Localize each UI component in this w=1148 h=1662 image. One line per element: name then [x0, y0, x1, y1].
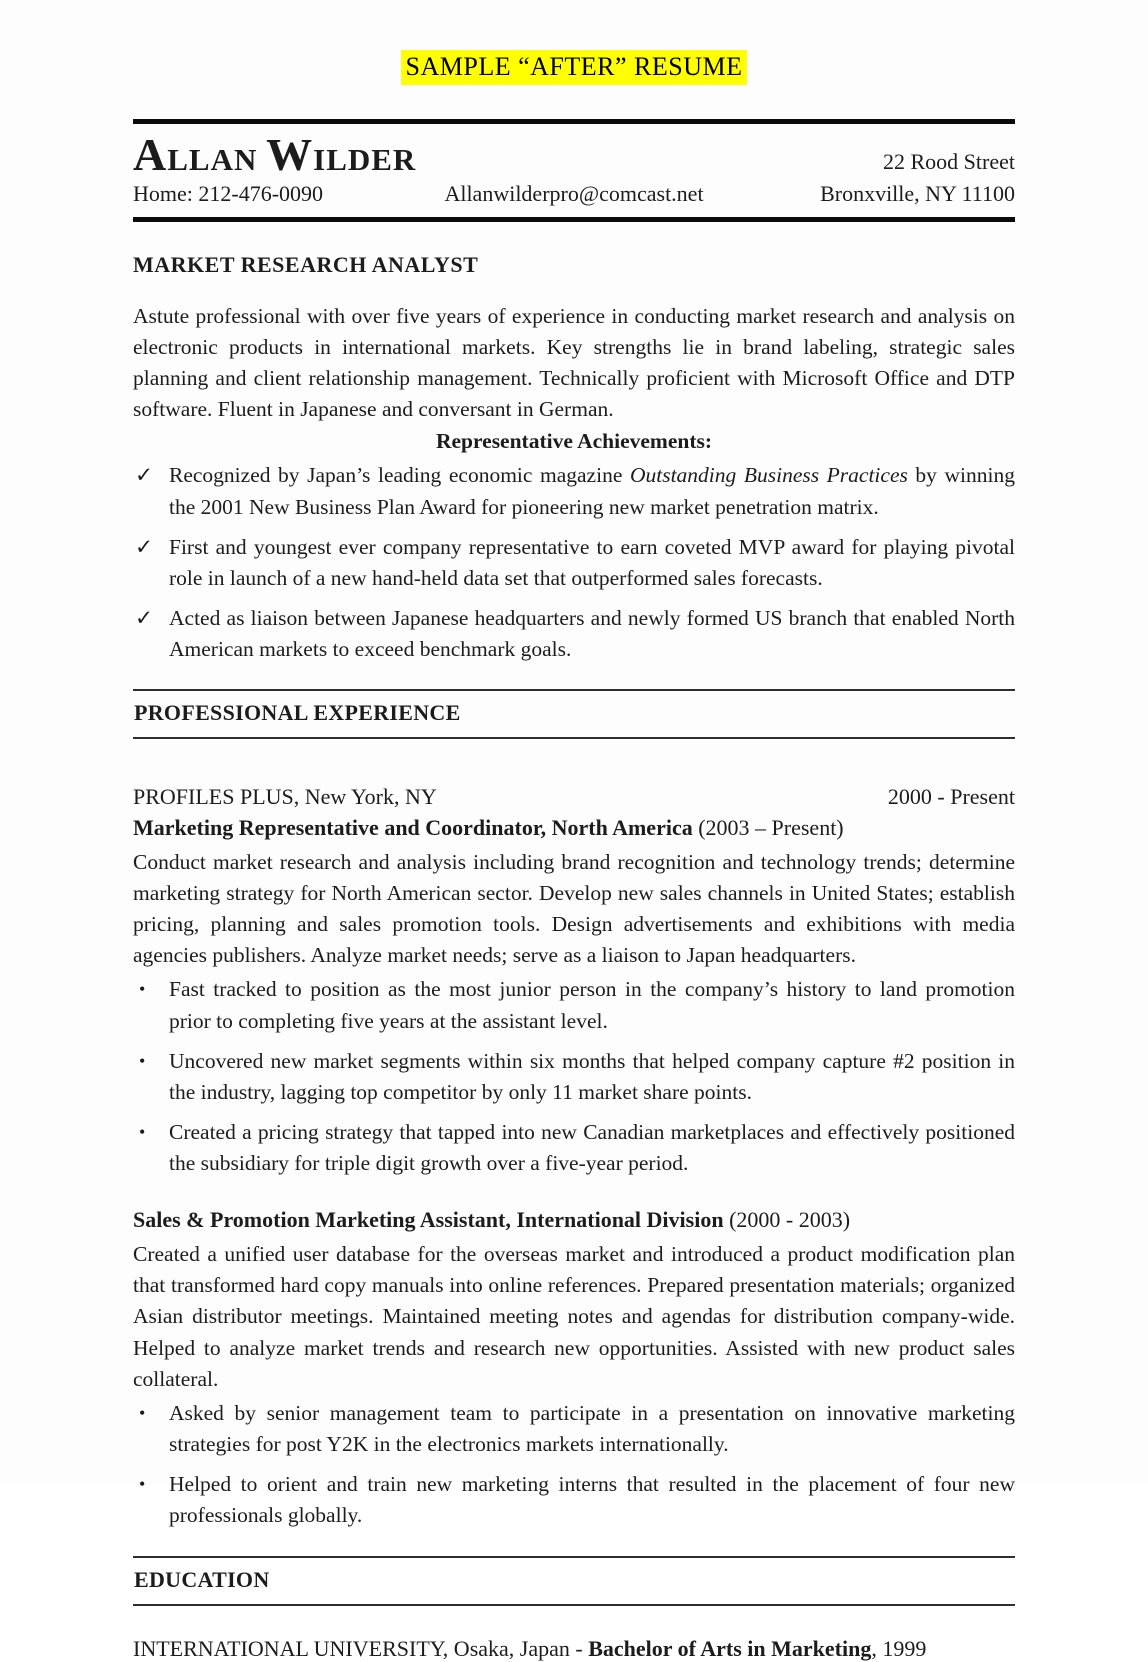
list-item: [133, 1398, 1015, 1460]
list-item: [133, 1046, 1015, 1108]
experience-section-title: PROFESSIONAL EXPERIENCE: [134, 700, 461, 726]
name-initial-first: A: [133, 128, 168, 180]
name-rest-last: ILDER: [313, 141, 417, 177]
list-item: [133, 974, 1015, 1036]
checkmark-icon: ✓: [135, 463, 154, 488]
bullet-text: Created a pricing strategy that tapped into new Canadian marketplaces and effectively positioned the subsidiary for triple digit growth over a five-year period.: [169, 1120, 1015, 1176]
name-initial-last: W: [266, 128, 314, 180]
checkmark-icon: ✓: [135, 606, 154, 631]
sample-banner: SAMPLE “AFTER” RESUME: [401, 50, 748, 85]
education-entry: [133, 1636, 1015, 1662]
role-title: [133, 813, 1015, 843]
bullet-text: Helped to orient and train new marketing interns that resulted in the placement of four new professionals globally.: [169, 1472, 1015, 1528]
bullet-icon: •: [139, 1050, 146, 1071]
employer-row: [133, 783, 1015, 812]
contact-header: [133, 119, 1015, 222]
education-degree: Bachelor of Arts in Marketing: [588, 1635, 872, 1661]
role-title: [133, 1205, 1015, 1235]
summary-paragraph: Astute professional with over five years of experience in conducting market research and analysis on electronic products in international markets. Key strengths lie in brand labeling, strategic sales planning and client relationship management. Technically proficient with Microsoft Office and DTP software. Fluent in Japanese and conversant in German.: [133, 303, 1015, 422]
bullet-icon: •: [139, 1122, 146, 1143]
role-bullet-list: [133, 1398, 1015, 1532]
achievement-text: First and youngest ever company representative to earn coveted MVP award for playing pivotal role in launch of a new hand-held data set that outperformed sales forecasts.: [169, 534, 1015, 590]
email-address: Allanwilderpro@comcast.net: [444, 180, 704, 206]
bullet-text: Asked by senior management team to participate in a presentation on innovative marketing strategies for post Y2K in the electronics markets internationally.: [169, 1400, 1015, 1457]
name-rest-first: LLAN: [167, 141, 267, 177]
bullet-icon: •: [139, 1402, 146, 1423]
bullet-text: Uncovered new market segments within six months that helped company capture #2 position in the industry, lagging top competitor by only 11 market share points.: [169, 1048, 1015, 1104]
role-description: Conduct market research and analysis including brand recognition and technology trends; determine marketing strategy for North American sector. Develop new sales channels in United States; establish pricing, planning and sales promotion tools. Design advertisements and exhibitions with media agencies publishers. Analyze market needs; serve as a liaison to Japan headquarters.: [133, 849, 1015, 968]
city-state-zip: Bronxville, NY 11100: [820, 180, 1015, 206]
achievement-text: Recognized by Japan’s leading economic magazine Outstanding Business Practices by winning the 2001 New Business Plan Award for pioneering new market penetration matrix.: [169, 463, 1015, 519]
list-item: [133, 603, 1015, 665]
education-institution: INTERNATIONAL UNIVERSITY, Osaka, Japan -: [133, 1635, 589, 1661]
job-target-heading: MARKET RESEARCH ANALYST: [133, 251, 479, 277]
banner-container: [133, 0, 1015, 85]
experience-section-header: [133, 689, 1015, 739]
street-address: 22 Rood Street: [883, 148, 1015, 174]
employer-name: PROFILES PLUS, New York, NY: [133, 784, 437, 810]
bullet-icon: •: [139, 979, 146, 1000]
header-row-contact: [133, 181, 1015, 207]
checkmark-icon: ✓: [135, 534, 154, 559]
role-description: Created a unified user database for the overseas market and introduced a product modification plan that transformed hard copy manuals into online references. Prepared presentation materials; organized Asian distributor meetings. Maintained meeting notes and agendas for distribution company-wide. Helped to analyze market trends and research new opportunities. Assisted with new product sales collateral.: [133, 1242, 1015, 1391]
role-title-text: Sales & Promotion Marketing Assistant, International Division: [133, 1207, 724, 1233]
education-section-title: EDUCATION: [134, 1566, 270, 1592]
role-bullet-list: [133, 974, 1015, 1179]
achievement-text: Acted as liaison between Japanese headquarters and newly formed US branch that enabled North American markets to exceed benchmark goals.: [169, 606, 1015, 662]
role-dates: (2000 - 2003): [723, 1207, 851, 1233]
education-section-header: [133, 1556, 1015, 1606]
phone-number: Home: 212-476-0090: [133, 180, 324, 206]
role-dates: (2003 – Present): [692, 814, 844, 840]
education-year: , 1999: [871, 1635, 927, 1661]
list-item: [133, 1469, 1015, 1531]
bullet-icon: •: [139, 1474, 146, 1495]
list-item: [133, 1117, 1015, 1179]
achievements-list: [133, 460, 1015, 665]
employer-dates: 2000 - Present: [887, 784, 1015, 810]
bullet-text: Fast tracked to position as the most junior person in the company’s history to land promotion prior to completing five years at the assistant level.: [169, 977, 1015, 1033]
role-title-text: Marketing Representative and Coordinator, North America: [133, 814, 693, 840]
candidate-name: [133, 128, 416, 181]
achievements-heading: Representative Achievements:: [435, 429, 713, 454]
header-row-name: [133, 128, 1015, 181]
list-item: [133, 460, 1015, 522]
list-item: [133, 532, 1015, 594]
